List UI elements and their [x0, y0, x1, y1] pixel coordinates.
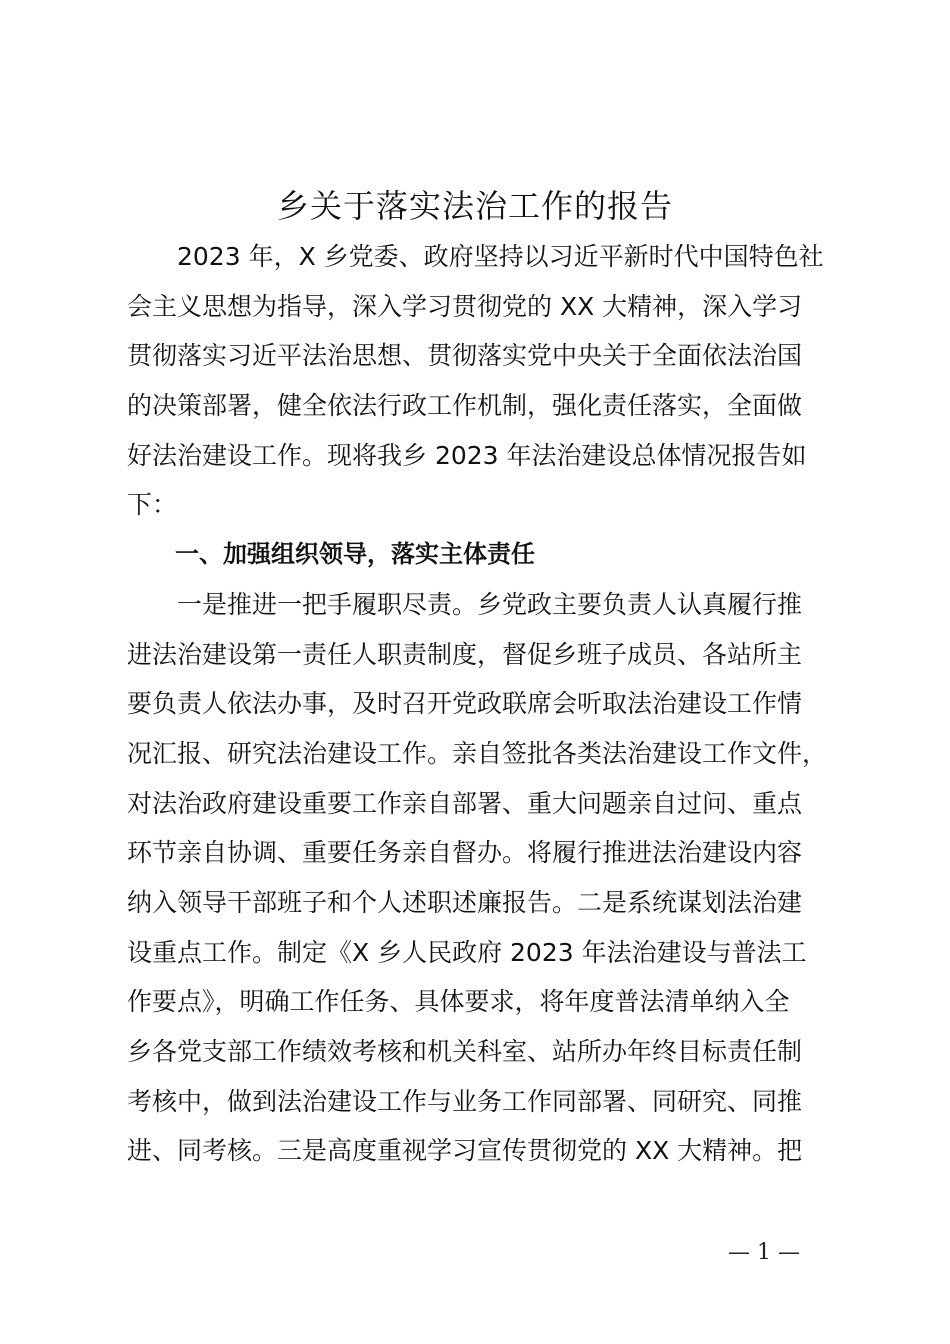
paragraph-line: 乡各党支部工作绩效考核和机关科室、站所办年终目标责任制	[127, 1037, 803, 1066]
paragraph-line: 要负责人依法办事，及时召开党政联席会听取法治建设工作情	[127, 689, 803, 719]
paragraph-line: 会主义思想为指导，深入学习贯彻党的 XX 大精神，深入学习	[127, 291, 803, 321]
paragraph-line: 进法治建设第一责任人职责制度，督促乡班子成员、各站所主	[127, 639, 803, 669]
paragraph-line: 2023 年，X 乡党委、政府坚持以习近平新时代中国特色社	[127, 242, 824, 271]
paragraph-line: 况汇报、研究法治建设工作。亲自签批各类法治建设工作文件，	[127, 738, 828, 768]
paragraph-line: 考核中，做到法治建设工作与业务工作同部署、同研究、同推	[127, 1086, 803, 1116]
paragraph-line: 贯彻落实习近平法治思想、贯彻落实党中央关于全面依法治国	[127, 341, 803, 371]
paragraph-line: 对法治政府建设重要工作亲自部署、重大问题亲自过问、重点	[127, 788, 803, 818]
document-body	[127, 232, 832, 1176]
paragraph-line: 好法治建设工作。现将我乡 2023 年法治建设总体情况报告如	[127, 440, 807, 470]
paragraph-line: 下：	[127, 490, 178, 520]
paragraph-line: 作要点》，明确工作任务、具体要求，将年度普法清单纳入全	[127, 987, 790, 1017]
document-title: 乡关于落实法治工作的报告	[276, 187, 673, 225]
page-number: — 1 —	[728, 1240, 800, 1265]
paragraph-line: 纳入领导干部班子和个人述职述廉报告。二是系统谋划法治建	[127, 887, 803, 917]
paragraph-line: 环节亲自协调、重要任务亲自督办。将履行推进法治建设内容	[127, 838, 803, 868]
section-heading: 一、加强组织领导，落实主体责任	[127, 540, 535, 569]
paragraph-line: 进、同考核。三是高度重视学习宣传贯彻党的 XX 大精神。把	[127, 1136, 803, 1166]
paragraph-line: 一是推进一把手履职尽责。乡党政主要负责人认真履行推	[127, 589, 803, 619]
paragraph-line: 设重点工作。制定《X 乡人民政府 2023 年法治建设与普法工	[127, 937, 807, 967]
paragraph-line: 的决策部署，健全依法行政工作机制，强化责任落实，全面做	[127, 391, 803, 421]
